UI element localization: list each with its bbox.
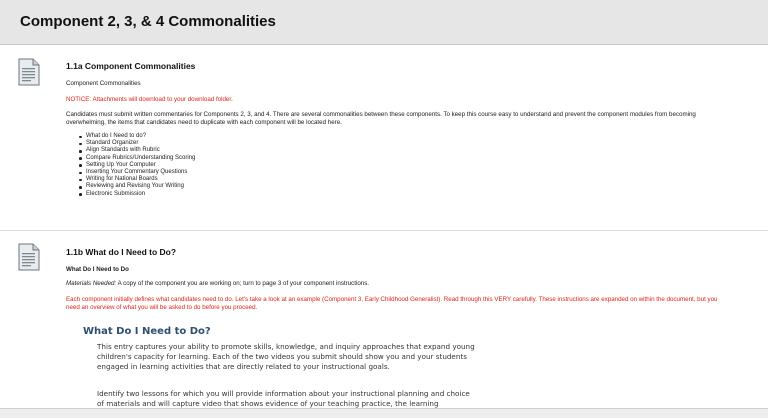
item-body: Candidates must submit written commentaries for Components 2, 3, and 4. There are several commonalities between these components. To keep this course easy to understand and prevent the component modules from becoming overwhelming, the items that candidates need to duplicate with each component will be located here. [66, 111, 696, 126]
item-title-1-1a[interactable]: 1.1a Component Commonalities [66, 61, 196, 71]
embedded-paragraph: This entry captures your ability to promote skills, knowledge, and inquiry approaches that expand young children's capacity for learning. Each of the two videos you submit should show you and your students engaged in learning activities that are directly related to your instructional goals. [97, 342, 475, 372]
list-item: Reviewing and Revising Your Writing [86, 183, 195, 190]
page-header [0, 0, 768, 45]
list-item: Inserting Your Commentary Questions [86, 169, 195, 176]
download-notice: NOTICE: Attachments will download to your download folder. [66, 96, 233, 103]
topic-list [86, 133, 195, 198]
materials-label: Materials Needed: [66, 280, 117, 287]
materials-text: A copy of the component you are working on; turn to page 3 of your component instructions. [116, 280, 370, 287]
item-title-1-1b[interactable]: 1.1b What do I Need to Do? [66, 247, 177, 257]
list-item: Align Standards with Rubric [86, 147, 195, 154]
item-subtitle: What Do I Need to Do [66, 266, 129, 273]
materials-line [66, 280, 369, 288]
list-item: Setting Up Your Computer [86, 162, 195, 169]
instruction-note: Each component initially defines what candidates need to do. Let's take a look at an example (Component 3, Early Childhood Generalist). Read through this VERY carefully. These instructions are expanded on within the document, but you need an overview of what you will be asked to do before you proceed. [66, 296, 718, 311]
list-item: What do I Need to do? [86, 133, 195, 140]
document-icon[interactable] [18, 58, 40, 86]
list-item: Compare Rubrics/Understanding Scoring [86, 154, 196, 161]
item-divider [0, 230, 768, 231]
list-item: Standard Organizer [86, 140, 195, 147]
list-item: Electronic Submission [86, 191, 195, 198]
list-item: Writing for National Boards [86, 176, 195, 183]
embedded-heading: What Do I Need to Do? [83, 326, 211, 337]
item-subtitle: Component Commonalities [66, 80, 141, 87]
document-icon[interactable] [18, 243, 40, 271]
embedded-paragraph: Identify two lessons for which you will provide information about your instructional planning and choice of materials and will capture video that shows evidence of your teaching practice, the learning [97, 389, 470, 409]
page-title: Component 2, 3, & 4 Commonalities [20, 13, 276, 30]
